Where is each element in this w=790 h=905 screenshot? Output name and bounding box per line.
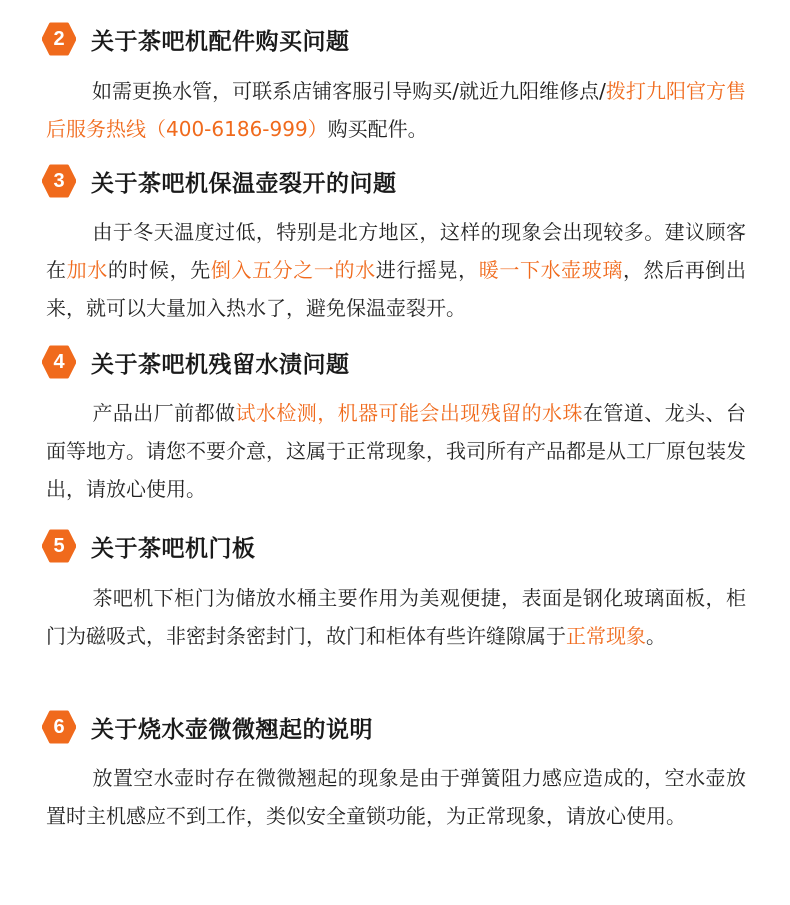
badge-number: 5 — [53, 535, 65, 557]
paragraph-text: ，然后再倒出来，就可以大量加入热水了，避免保温壶裂开。 — [46, 258, 747, 320]
section-paragraph — [46, 72, 746, 148]
paragraph-text: 。 — [646, 624, 666, 648]
paragraph-text: 在管道、龙头、台面等地方。请您不要介意，这属于正常现象，我司所有产品都是从工厂原包装发出，请放心使用。 — [46, 401, 746, 501]
badge-number: 3 — [53, 170, 65, 192]
highlighted-text: 正常现象 — [566, 624, 646, 648]
number-badge — [42, 164, 76, 198]
paragraph-text: 购买配件。 — [327, 117, 428, 141]
highlighted-text: 倒入五分之一的水 — [210, 258, 376, 282]
section-heading — [42, 345, 350, 379]
section-title: 关于茶吧机门板 — [91, 535, 256, 562]
paragraph-text: 产品出厂前都做 — [92, 401, 236, 425]
section-paragraph — [46, 579, 746, 655]
paragraph-text: 进行摇晃， — [375, 258, 479, 282]
highlighted-text: 暖一下水壶玻璃 — [478, 258, 623, 282]
section-heading — [42, 529, 256, 563]
section-title: 关于茶吧机配件购买问题 — [91, 28, 350, 55]
paragraph-text: 的时候，先 — [107, 258, 211, 282]
section-title: 关于茶吧机残留水渍问题 — [91, 351, 350, 378]
number-badge — [42, 345, 76, 379]
number-badge — [42, 22, 76, 56]
highlighted-text: 试水检测，机器可能会出现残留的水珠 — [235, 401, 583, 425]
section-title: 关于烧水壶微微翘起的说明 — [91, 716, 373, 743]
paragraph-text: 放置空水壶时存在微微翘起的现象是由于弹簧阻力感应造成的，空水壶放置时主机感应不到工作，类似安全童锁功能，为正常现象，请放心使用。 — [46, 766, 746, 828]
paragraph-text: 由于冬天温度过低，特别是北方地区，这样的现象会出现较多。建议顾客在 — [46, 220, 746, 282]
section-paragraph — [46, 759, 746, 835]
badge-number: 6 — [53, 716, 65, 738]
paragraph-text: 如需更换水管，可联系店铺客服引导购买/就近九阳维修点/ — [92, 79, 606, 103]
section-heading — [42, 22, 350, 56]
badge-number: 2 — [53, 28, 65, 50]
badge-number: 4 — [53, 351, 65, 373]
number-badge — [42, 529, 76, 563]
highlighted-text: 加水 — [66, 258, 108, 282]
section-paragraph — [46, 213, 746, 327]
section-paragraph — [46, 394, 746, 508]
section-title: 关于茶吧机保温壶裂开的问题 — [91, 170, 397, 197]
number-badge — [42, 710, 76, 744]
highlighted-text: 拨打九阳官方售后服务热线（400-6186-999） — [46, 79, 746, 141]
section-heading — [42, 710, 373, 744]
section-heading — [42, 164, 397, 198]
paragraph-text: 茶吧机下柜门为储放水桶主要作用为美观便捷，表面是钢化玻璃面板，柜门为磁吸式，非密封条密封门，故门和柜体有些许缝隙属于 — [46, 586, 746, 648]
